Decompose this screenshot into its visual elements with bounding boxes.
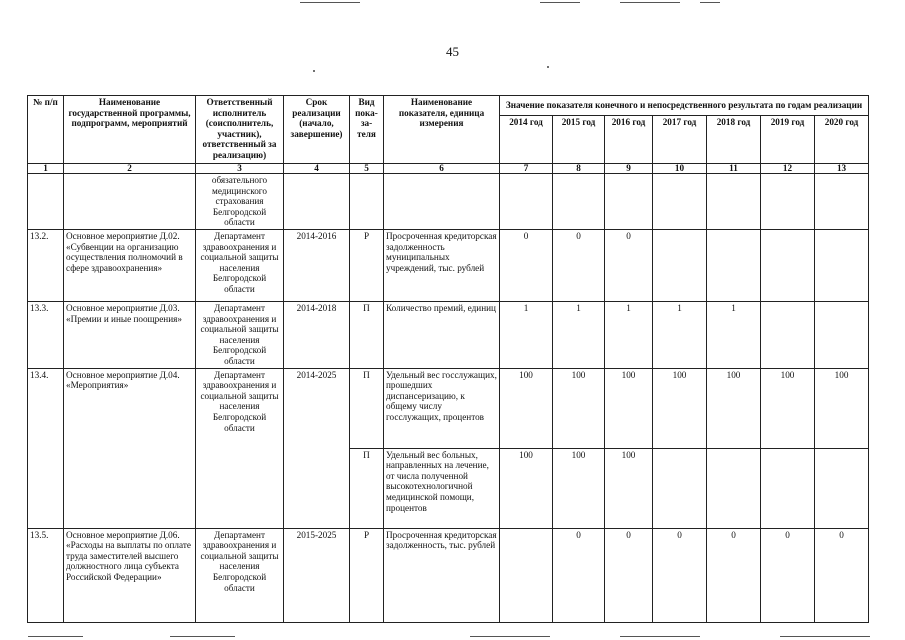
scan-artifact xyxy=(470,636,550,637)
row-value: 0 xyxy=(605,229,653,301)
indicator-table xyxy=(27,95,869,623)
row-value xyxy=(653,174,707,230)
row-num xyxy=(28,174,64,230)
row-indicator: Просроченная кредиторская задолженность муниципальных учреждений, тыс. рублей xyxy=(384,229,500,301)
header-executor: Ответственный исполнитель (соисполнитель, участник), ответственный за реализацию) xyxy=(196,96,284,164)
page-number: 45 xyxy=(446,44,459,59)
row-value: 100 xyxy=(553,448,605,528)
scan-artifact xyxy=(780,636,870,637)
row-kind: П xyxy=(350,301,384,368)
column-number: 4 xyxy=(284,164,350,174)
column-number: 7 xyxy=(500,164,553,174)
table-row xyxy=(28,528,869,622)
row-value: 1 xyxy=(653,301,707,368)
scan-artifact xyxy=(620,636,700,637)
row-value: 100 xyxy=(605,368,653,448)
row-value: 100 xyxy=(815,368,869,448)
row-value xyxy=(761,229,815,301)
column-number: 8 xyxy=(553,164,605,174)
row-value: 0 xyxy=(815,528,869,622)
row-value xyxy=(815,229,869,301)
row-kind: Р xyxy=(350,229,384,301)
row-program: Основное мероприятие Д.06. «Расходы на выплаты по оплате труда заместителей высшего должностного лица субъекта Российской Федерации» xyxy=(64,528,196,622)
row-value xyxy=(653,229,707,301)
column-number: 3 xyxy=(196,164,284,174)
row-value xyxy=(761,301,815,368)
row-indicator: Просроченная кредиторская задолженность, тыс. рублей xyxy=(384,528,500,622)
header-year: 2014 год xyxy=(500,116,553,164)
row-value: 100 xyxy=(553,368,605,448)
column-number: 11 xyxy=(707,164,761,174)
column-number: 6 xyxy=(384,164,500,174)
row-value: 0 xyxy=(605,528,653,622)
row-indicator: Удельный вес госслужащих, прошедших диспансеризацию, к общему числу госслужащих, процентов xyxy=(384,368,500,448)
header-kind: Вид пока-за-теля xyxy=(350,96,384,164)
row-executor: Департамент здравоохранения и социальной защиты населения Белгородской области xyxy=(196,229,284,301)
scan-artifact xyxy=(700,2,720,3)
row-value: 100 xyxy=(653,368,707,448)
scan-artifact xyxy=(300,2,360,3)
row-num: 13.4. xyxy=(28,368,64,528)
row-value: 1 xyxy=(553,301,605,368)
table-row xyxy=(28,368,869,448)
row-value xyxy=(553,174,605,230)
header-year: 2019 год xyxy=(761,116,815,164)
header-year: 2020 год xyxy=(815,116,869,164)
row-value: 0 xyxy=(761,528,815,622)
table-row xyxy=(28,174,869,230)
header-year: 2016 год xyxy=(605,116,653,164)
column-number: 12 xyxy=(761,164,815,174)
row-term: 2014-2016 xyxy=(284,229,350,301)
header-program: Наименование государственной программы, подпрограмм, мероприятий xyxy=(64,96,196,164)
row-value xyxy=(707,448,761,528)
row-num: 13.3. xyxy=(28,301,64,368)
column-number: 13 xyxy=(815,164,869,174)
row-value: 100 xyxy=(500,448,553,528)
row-indicator xyxy=(384,174,500,230)
column-number: 10 xyxy=(653,164,707,174)
row-value: 1 xyxy=(500,301,553,368)
column-number: 2 xyxy=(64,164,196,174)
row-program: Основное мероприятие Д.04. «Мероприятия» xyxy=(64,368,196,528)
row-value: 0 xyxy=(500,229,553,301)
header-values-group: Значение показателя конечного и непосредственного результата по годам реализации xyxy=(500,96,869,116)
scan-artifact xyxy=(540,2,580,3)
row-value xyxy=(815,448,869,528)
scan-dot xyxy=(313,70,315,72)
row-value xyxy=(761,448,815,528)
row-executor: Департамент здравоохранения и социальной защиты населения Белгородской области xyxy=(196,368,284,528)
header-year: 2017 год xyxy=(653,116,707,164)
table-row xyxy=(28,301,869,368)
row-value xyxy=(815,174,869,230)
row-value xyxy=(707,229,761,301)
row-value: 0 xyxy=(553,229,605,301)
header-year: 2018 год xyxy=(707,116,761,164)
header-num: № п/п xyxy=(28,96,64,164)
column-number-row xyxy=(28,164,869,174)
scan-artifact xyxy=(28,636,83,637)
header-year: 2015 год xyxy=(553,116,605,164)
row-value: 100 xyxy=(605,448,653,528)
row-program: Основное мероприятие Д.03. «Премии и иные поощрения» xyxy=(64,301,196,368)
row-term: 2014-2018 xyxy=(284,301,350,368)
row-value xyxy=(707,174,761,230)
row-kind: П xyxy=(350,368,384,448)
header-term: Срок реализации (начало, завершение) xyxy=(284,96,350,164)
row-program: Основное мероприятие Д.02. «Субвенции на организацию осуществления полномочий в сфере здравоохранения» xyxy=(64,229,196,301)
table-row xyxy=(28,229,869,301)
row-value: 1 xyxy=(605,301,653,368)
row-value xyxy=(761,174,815,230)
row-value: 0 xyxy=(653,528,707,622)
row-kind xyxy=(350,174,384,230)
row-value: 100 xyxy=(707,368,761,448)
row-executor: Департамент здравоохранения и социальной защиты населения Белгородской области xyxy=(196,528,284,622)
column-number: 9 xyxy=(605,164,653,174)
row-kind: П xyxy=(350,448,384,528)
row-value xyxy=(500,174,553,230)
row-executor: Департамент здравоохранения и социальной защиты населения Белгородской области xyxy=(196,301,284,368)
row-kind: Р xyxy=(350,528,384,622)
row-executor: обязательного медицинского страхования Белгородской области xyxy=(196,174,284,230)
row-indicator: Количество премий, единиц xyxy=(384,301,500,368)
row-num: 13.2. xyxy=(28,229,64,301)
row-indicator: Удельный вес больных, направленных на лечение, от числа полученной высокотехнологичной медицинской помощи, процентов xyxy=(384,448,500,528)
row-value: 100 xyxy=(761,368,815,448)
column-number: 1 xyxy=(28,164,64,174)
row-term: 2015-2025 xyxy=(284,528,350,622)
indicator-table-wrapper xyxy=(27,95,869,623)
header-indicator: Наименование показателя, единица измерения xyxy=(384,96,500,164)
row-value xyxy=(605,174,653,230)
row-program xyxy=(64,174,196,230)
scan-dot xyxy=(547,66,549,68)
column-number: 5 xyxy=(350,164,384,174)
row-value xyxy=(653,448,707,528)
row-value: 1 xyxy=(707,301,761,368)
row-value xyxy=(500,528,553,622)
row-num: 13.5. xyxy=(28,528,64,622)
row-value: 100 xyxy=(500,368,553,448)
row-value xyxy=(815,301,869,368)
scan-artifact xyxy=(620,2,680,3)
scan-artifact xyxy=(170,636,235,637)
row-value: 0 xyxy=(553,528,605,622)
row-value: 0 xyxy=(707,528,761,622)
row-term xyxy=(284,174,350,230)
row-term: 2014-2025 xyxy=(284,368,350,528)
